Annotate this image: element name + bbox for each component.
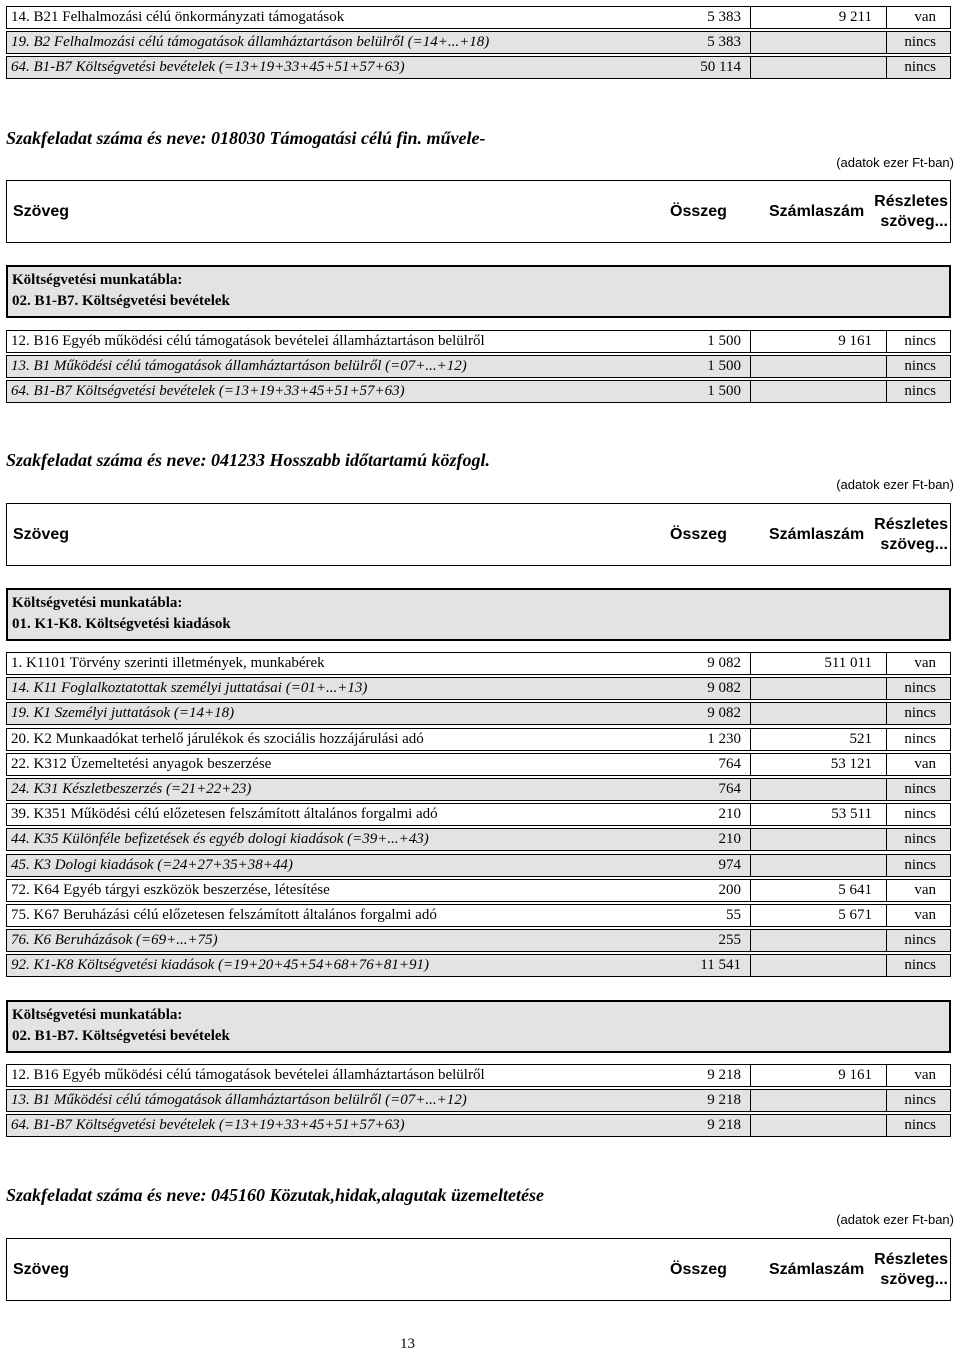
column-divider <box>886 879 887 902</box>
row-detail: van <box>914 907 936 923</box>
row-amount: 9 082 <box>707 705 741 722</box>
table-row <box>6 728 951 751</box>
row-text: 72. K64 Egyéb tárgyi eszközök beszerzése, létesítése <box>11 881 330 898</box>
column-divider <box>886 904 887 927</box>
column-divider <box>750 828 751 851</box>
column-divider <box>886 778 887 801</box>
worksheet-label: Költségvetési munkatábla: <box>12 272 183 288</box>
column-divider <box>886 1089 887 1112</box>
table-row <box>6 803 951 826</box>
column-divider <box>750 954 751 977</box>
row-text: 75. K67 Beruházási célú előzetesen felszámított általános forgalmi adó <box>11 907 437 923</box>
row-text: 12. B16 Egyéb működési célú támogatások bevételei államháztartáson belülről <box>11 333 485 349</box>
row-account: 511 011 <box>824 655 872 671</box>
worksheet-title-box <box>6 588 951 641</box>
table-row <box>6 1064 951 1087</box>
table-row <box>6 355 951 378</box>
column-divider <box>750 702 751 725</box>
column-divider <box>886 56 887 79</box>
row-text: 1. K1101 Törvény szerinti illetmények, munkabérek <box>11 655 325 671</box>
table-row <box>6 6 951 29</box>
column-divider <box>750 929 751 952</box>
row-detail: nincs <box>904 957 936 974</box>
row-text: 12. B16 Egyéb működési célú támogatások bevételei államháztartáson belülről <box>11 1067 485 1083</box>
worksheet-name: 01. K1-K8. Költségvetési kiadások <box>12 616 231 632</box>
column-divider <box>750 803 751 826</box>
header-text: Szöveg <box>13 1261 70 1278</box>
column-divider <box>886 1114 887 1137</box>
column-divider <box>750 1089 751 1112</box>
column-divider <box>886 828 887 851</box>
row-amount: 200 <box>718 881 741 898</box>
table-row <box>6 904 951 927</box>
row-text: 19. K1 Személyi juttatások (=14+18) <box>11 705 235 722</box>
column-divider <box>750 778 751 801</box>
worksheet-label: Költségvetési munkatábla: <box>12 595 183 611</box>
column-divider <box>886 954 887 977</box>
row-amount: 9 218 <box>707 1117 741 1133</box>
row-detail: van <box>914 9 936 25</box>
row-account: 53 121 <box>830 755 872 772</box>
header-amount: Összeg <box>670 203 727 220</box>
row-amount: 1 230 <box>707 730 741 747</box>
row-text: 64. B1-B7 Költségvetési bevételek (=13+19+33+45+51+57+63) <box>11 59 405 75</box>
row-text: 14. K11 Foglalkoztatottak személyi juttatásai (=01+...+13) <box>11 680 368 697</box>
column-divider <box>750 330 751 353</box>
worksheet-label: Költségvetési munkatábla: <box>12 1007 183 1023</box>
header-account: Számlaszám <box>769 203 865 220</box>
header-detail-line1: Részletes <box>874 1251 948 1268</box>
table-row <box>6 31 951 54</box>
row-text: 13. B1 Működési célú támogatások államháztartáson belülről (=07+...+12) <box>11 358 467 374</box>
column-divider <box>886 355 887 378</box>
row-text: 22. K312 Üzemeltetési anyagok beszerzése <box>11 755 272 772</box>
table-row <box>6 330 951 353</box>
row-text: 45. K3 Dologi kiadások (=24+27+35+38+44) <box>11 856 293 873</box>
row-amount: 210 <box>718 806 741 823</box>
column-divider <box>750 1064 751 1087</box>
header-amount: Összeg <box>670 526 727 543</box>
column-divider <box>750 904 751 927</box>
row-detail: van <box>914 1067 936 1083</box>
row-detail: nincs <box>904 806 936 823</box>
header-detail-line1: Részletes <box>874 193 948 210</box>
table-row <box>6 929 951 952</box>
row-amount: 764 <box>718 781 741 797</box>
row-detail: nincs <box>904 680 936 697</box>
column-divider <box>886 330 887 353</box>
row-detail: van <box>914 881 936 898</box>
row-amount: 1 500 <box>707 358 741 374</box>
header-text: Szöveg <box>13 203 70 220</box>
header-amount: Összeg <box>670 1261 727 1278</box>
row-detail: nincs <box>904 333 936 349</box>
section-title: Szakfeladat száma és neve: 045160 Közutak,hidak,alagutak üzemeltetése <box>6 1185 544 1205</box>
row-detail: nincs <box>904 59 936 75</box>
row-detail: nincs <box>904 781 936 797</box>
table-row <box>6 753 951 776</box>
row-detail: van <box>914 755 936 772</box>
table-row <box>6 1114 951 1137</box>
row-amount: 210 <box>718 831 741 848</box>
header-account: Számlaszám <box>769 1261 865 1278</box>
table-row <box>6 954 951 977</box>
row-detail: nincs <box>904 932 936 949</box>
row-detail: nincs <box>904 730 936 747</box>
column-divider <box>750 677 751 700</box>
section-title: Szakfeladat száma és neve: 041233 Hosszabb időtartamú közfogl. <box>6 450 491 470</box>
column-divider <box>750 355 751 378</box>
column-divider <box>886 854 887 877</box>
column-divider <box>886 6 887 29</box>
unit-note: (adatok ezer Ft-ban) <box>836 477 954 492</box>
row-detail: nincs <box>904 1117 936 1133</box>
row-text: 39. K351 Működési célú előzetesen felszámított általános forgalmi adó <box>11 806 438 823</box>
column-divider <box>750 753 751 776</box>
row-text: 44. K35 Különféle befizetések és egyéb dologi kiadások (=39+...+43) <box>11 831 429 848</box>
row-detail: nincs <box>904 383 936 399</box>
worksheet-title-box <box>6 265 951 318</box>
page-number: 13 <box>400 1336 415 1352</box>
header-account: Számlaszám <box>769 526 865 543</box>
row-amount: 5 383 <box>707 34 741 50</box>
row-amount: 764 <box>718 755 741 772</box>
row-detail: nincs <box>904 34 936 50</box>
column-divider <box>886 753 887 776</box>
row-amount: 9 218 <box>707 1067 741 1083</box>
row-account: 5 641 <box>838 881 872 898</box>
row-amount: 1 500 <box>707 333 741 349</box>
header-detail <box>874 192 948 232</box>
row-account: 5 671 <box>838 907 872 923</box>
column-divider <box>750 380 751 403</box>
table-header <box>6 180 951 243</box>
row-detail: nincs <box>904 856 936 873</box>
unit-note: (adatok ezer Ft-ban) <box>836 1212 954 1227</box>
row-text: 13. B1 Működési célú támogatások államháztartáson belülről (=07+...+12) <box>11 1092 467 1108</box>
row-account: 521 <box>849 730 872 747</box>
column-divider <box>886 31 887 54</box>
header-text: Szöveg <box>13 526 70 543</box>
row-detail: nincs <box>904 1092 936 1108</box>
row-amount: 9 218 <box>707 1092 741 1108</box>
row-amount: 9 082 <box>707 655 741 671</box>
table-row <box>6 1089 951 1112</box>
row-text: 92. K1-K8 Költségvetési kiadások (=19+20+45+54+68+76+81+91) <box>11 957 430 974</box>
column-divider <box>886 380 887 403</box>
row-account: 9 161 <box>838 333 872 349</box>
header-detail <box>874 515 948 555</box>
table-row <box>6 702 951 725</box>
row-amount: 5 383 <box>707 9 741 25</box>
row-text: 76. K6 Beruházások (=69+...+75) <box>11 932 218 949</box>
row-account: 9 161 <box>838 1067 872 1083</box>
unit-note: (adatok ezer Ft-ban) <box>836 155 954 170</box>
row-text: 20. K2 Munkaadókat terhelő járulékok és szociális hozzájárulási adó <box>11 730 424 747</box>
header-detail-line2: szöveg... <box>880 1271 948 1288</box>
row-text: 14. B21 Felhalmozási célú önkormányzati támogatások <box>11 9 345 25</box>
table-row <box>6 828 951 851</box>
header-detail <box>874 1250 948 1290</box>
section-title: Szakfeladat száma és neve: 018030 Támogatási célú fin. művele- <box>6 128 486 148</box>
worksheet-name: 02. B1-B7. Költségvetési bevételek <box>12 293 230 309</box>
column-divider <box>886 677 887 700</box>
worksheet-name: 02. B1-B7. Költségvetési bevételek <box>12 1028 230 1044</box>
row-amount: 255 <box>718 932 741 949</box>
column-divider <box>750 56 751 79</box>
row-amount: 974 <box>718 856 741 873</box>
row-text: 64. B1-B7 Költségvetési bevételek (=13+19+33+45+51+57+63) <box>11 383 405 399</box>
column-divider <box>886 929 887 952</box>
column-divider <box>886 803 887 826</box>
table-row <box>6 380 951 403</box>
column-divider <box>750 31 751 54</box>
row-amount: 55 <box>726 907 741 923</box>
table-row <box>6 677 951 700</box>
column-divider <box>886 728 887 751</box>
header-detail-line1: Részletes <box>874 516 948 533</box>
column-divider <box>750 854 751 877</box>
row-account: 9 211 <box>838 9 872 25</box>
column-divider <box>750 652 751 675</box>
table-row <box>6 652 951 675</box>
column-divider <box>886 1064 887 1087</box>
column-divider <box>886 702 887 725</box>
row-amount: 1 500 <box>707 383 741 399</box>
table-row <box>6 56 951 79</box>
table-row <box>6 879 951 902</box>
column-divider <box>750 1114 751 1137</box>
column-divider <box>750 728 751 751</box>
row-detail: nincs <box>904 831 936 848</box>
row-text: 64. B1-B7 Költségvetési bevételek (=13+19+33+45+51+57+63) <box>11 1117 405 1133</box>
row-detail: nincs <box>904 358 936 374</box>
row-text: 19. B2 Felhalmozási célú támogatások államháztartáson belülről (=14+...+18) <box>11 34 490 50</box>
header-detail-line2: szöveg... <box>880 536 948 553</box>
table-header <box>6 1238 951 1301</box>
row-amount: 11 541 <box>700 957 741 974</box>
row-detail: nincs <box>904 705 936 722</box>
row-detail: van <box>914 655 936 671</box>
column-divider <box>750 6 751 29</box>
row-amount: 50 114 <box>700 59 741 75</box>
table-header <box>6 503 951 566</box>
column-divider <box>886 652 887 675</box>
row-account: 53 511 <box>831 806 872 823</box>
row-text: 24. K31 Készletbeszerzés (=21+22+23) <box>11 781 252 797</box>
column-divider <box>750 879 751 902</box>
table-row <box>6 854 951 877</box>
header-detail-line2: szöveg... <box>880 213 948 230</box>
worksheet-title-box <box>6 1000 951 1053</box>
row-amount: 9 082 <box>707 680 741 697</box>
table-row <box>6 778 951 801</box>
